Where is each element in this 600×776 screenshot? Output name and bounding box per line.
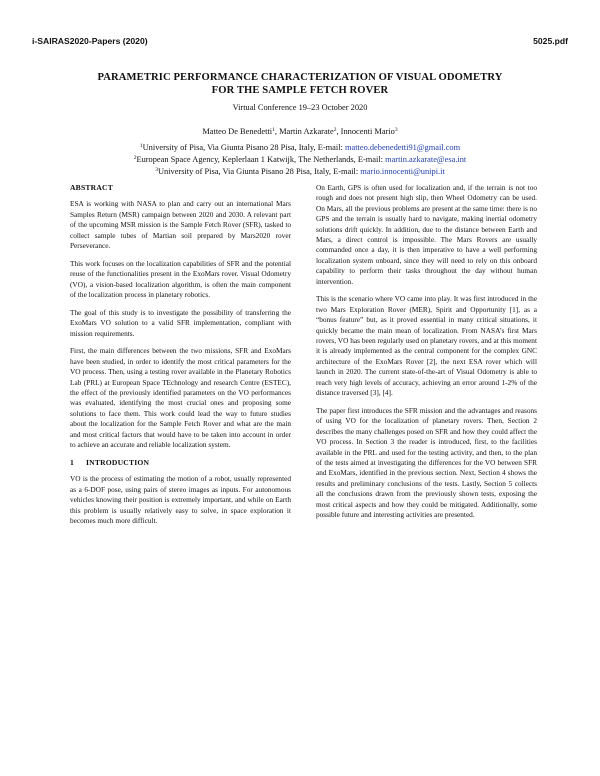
right-column xyxy=(316,183,537,528)
email-link[interactable]: mario.innocenti@unipi.it xyxy=(360,167,445,176)
author-name: Innocenti Mario xyxy=(340,127,395,136)
body-paragraph: This is the scenario where VO came into play. It was first introduced in the two Mars Exploration Rover (MER), Spirit and Opportunity [1], as a “bonus feature” but, as it proved essential in many critical situations, it quickly became the main mean of localization. From NASA’s first Mars rovers, VO has been regularly used on planetary rovers, and at this moment it is already implemented as the central component for the complex GNC architecture of the ExoMars Rover [2], the next ESA rover which will launch in 2020. The current state-of-the-art of Visual Odometry is able to reach very high levels of accuracy, achieving an error around 1-2% of the distance traversed [3], [4]. xyxy=(316,294,537,398)
abstract-paragraph: ESA is working with NASA to plan and carry out an international Mars Samples Return (MSR) campaign between 2020 and 2030. A relevant part of the upcoming MSR mission is the Sample Fetch Rover (SFR), tasked to collect sample tubes of Martian soil prepared by Mars2020 rover Perseverance. xyxy=(70,199,291,251)
body-paragraph: On Earth, GPS is often used for localization and, if the terrain is not too rough and does not present high slip, then Wheel Odometry can be used. On Mars, all the previous problems are present at the same time: there is no GPS and the terrain is usually hard to navigate, making inertial odometry solutions drift quickly. In addition, due to the distance between Earth and Mars, a direct control is impossible. The Mars Rovers are usually commanded once a day, it is then imperative to have a well performing localization system onboard, since they will need to rely on this onboard capability to perform their tasks throughout the day without human intervention. xyxy=(316,183,537,286)
affiliation-1: $^1$University of Pisa, Via Giunta Pisano 28 Pisa, Italy, E-mail: matteo.debenedetti91@gmail.com xyxy=(139,143,461,152)
conference-line: Virtual Conference 19–23 October 2020 xyxy=(232,103,368,112)
author-mark: 3 xyxy=(394,127,398,133)
section-title: INTRODUCTION xyxy=(86,457,150,467)
author-name: Matteo De Benedetti xyxy=(202,127,273,136)
left-column xyxy=(70,183,291,534)
abstract-heading: ABSTRACT xyxy=(70,183,113,192)
title-line-1: PARAMETRIC PERFORMANCE CHARACTERIZATION OF VISUAL ODOMETRY xyxy=(97,72,503,83)
author-list: Matteo De Benedetti$^1$, Martin Azkarate$^2$, Innocenti Mario$^3$ xyxy=(202,127,398,136)
body-paragraph: The paper first introduces the SFR mission and the advantages and reasons of using VO for the localization of planetary rovers. Then, Section 2 describes the many challenges posed on SFR and how they could affect the VO process. In Section 3 the reader is introduced, first, to the facilities available in the PRL and used for the testing activity, and then, to the plan of the tests aimed at investigating the differences for the VO between SFR and ExoMars, identified in the previous section. Next, Section 4 shows the results and preliminary conclusions of the tests. Lastly, Section 5 collects all the conclusions drawn from the previously shown tests, exposing the most critical aspects and how they could be mitigated. Additionally, some possible future and interesting activities are presented. xyxy=(316,405,537,519)
header-proceedings: i-SAIRAS2020-Papers (2020) xyxy=(32,36,148,46)
abstract-paragraph: This work focuses on the localization capabilities of SFR and the potential reuse of the functionalities present in the ExoMars rover. Visual Odometry (VO), a vision-based localization algorithm, is often the main component of the localization process in planetary robotics. xyxy=(70,258,291,300)
email-link[interactable]: matteo.debenedetti91@gmail.com xyxy=(344,143,461,152)
affiliation-3: $^3$University of Pisa, Via Giunta Pisano 28 Pisa, Italy, E-mail: mario.innocenti@unipi.it xyxy=(155,167,445,176)
section-heading-introduction xyxy=(70,458,291,468)
abstract-paragraph: First, the main differences between the two missions, SFR and ExoMars have been studied, in order to identify the most critical parameters for the VO process. Then, using a testing rover available in the Planetary Robotics Lab (PRL) at European Space TEchnology and research Centre (ESTEC), the effect of the previously identified parameters on the VO performances was evaluated, identifying the most crucial ones and proposing some solutions to face them. This work could lead the way to future studies about the localization for the Sample Fetch Rover and what are the main and most critical factors that would have to be taken into account in order to achieve an accurate and reliable localization system. xyxy=(70,346,291,450)
abstract-paragraph: The goal of this study is to investigate the possibility of transferring the ExoMars VO solution to a valid SFR implementation, compliant with mission requirements. xyxy=(70,307,291,338)
intro-paragraph: VO is the process of estimating the motion of a robot, usually represented as a 6-DOF pose, using pairs of stereo images as inputs. For autonomous vehicles knowing their position is extremely important, and while on Earth this problem is usually relatively easy to solve, in space exploration it becomes much more difficult. xyxy=(70,474,291,525)
author-mark: 1 xyxy=(272,127,275,133)
email-link[interactable]: martin.azkarate@esa.int xyxy=(385,155,467,164)
running-header xyxy=(32,36,568,50)
title-line-2: FOR THE SAMPLE FETCH ROVER xyxy=(211,85,389,96)
affiliation-2: $^2$European Space Agency, Keplerlaan 1 Katwijk, The Netherlands, E-mail: martin.azkarate@esa.int xyxy=(133,155,467,164)
section-number: 1 xyxy=(70,457,74,467)
header-filename: 5025.pdf xyxy=(533,36,568,46)
author-name: Martin Azkarate xyxy=(279,127,334,136)
paper-title xyxy=(40,71,560,97)
author-mark: 2 xyxy=(333,127,337,133)
